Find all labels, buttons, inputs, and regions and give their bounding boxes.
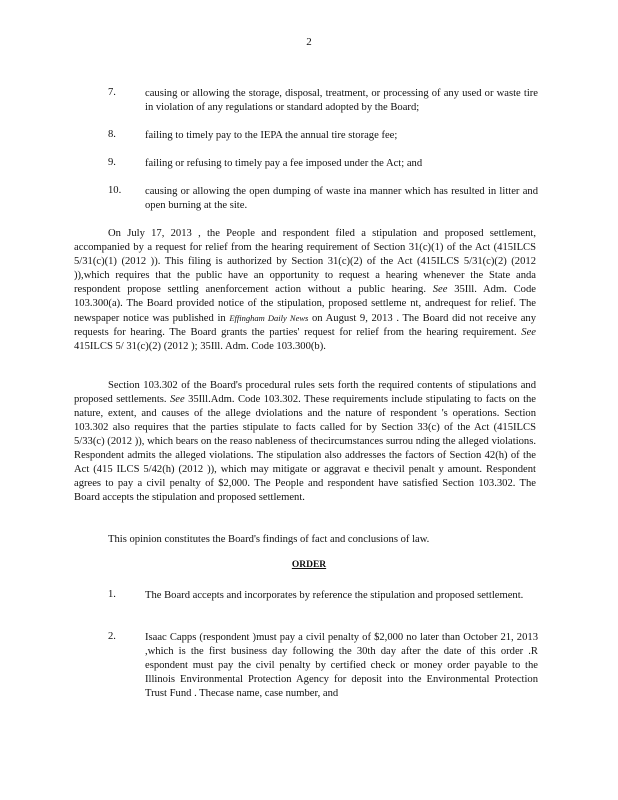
list-item-number: 9. [108, 157, 116, 168]
list-item-text: causing or allowing the storage, disposal, treatment, or processing of any used or waste tire in violation of any regulations or standard adopted by the Board; [145, 88, 538, 113]
list-item-9 [108, 157, 538, 171]
para1-text-d: 415ILCS 5/ 31(c)(2) (2012 ); 35Ill. Adm. Code 103.300(b). [74, 341, 326, 352]
see-signal: See [169, 394, 185, 405]
list-item-number: 7. [108, 87, 116, 98]
list-item-text: causing or allowing the open dumping of waste ina manner which has resulted in litter and open burning at the site. [145, 186, 538, 211]
list-item-text: failing to timely pay to the IEPA the annual tire storage fee; [145, 130, 398, 141]
order-item-1 [108, 589, 538, 603]
para1-text-c: on August 9, 2013 . The Board did not receive any requests for hearing. The Board grants the parties' request for relief from the hearing requirement. [74, 313, 537, 338]
list-item-8 [108, 129, 538, 143]
paragraph-stipulation-filing [74, 227, 536, 354]
order-item-number: 1. [108, 589, 116, 600]
order-item-2 [108, 631, 538, 701]
list-item-number: 10. [108, 185, 122, 196]
order-item-text: Isaac Capps (respondent )must pay a civil penalty of $2,000 no later than October 21, 2013 ,which is the first business day following the 30th day after the date of this order .R espondent must pay the civil penalty by certified check or money order payable to the Illinois Environmental Protection Agency for deposit into the Environmental Protection Trust Fund . Thecase name, case number, and [145, 632, 538, 699]
list-item-text: failing or refusing to timely pay a fee imposed under the Act; and [145, 158, 423, 169]
see-signal: See [432, 284, 448, 295]
list-item-7 [108, 87, 538, 115]
newspaper-name: Effingham Daily News [229, 313, 309, 323]
paragraph-procedural-rules [74, 379, 536, 505]
para1-text-b: 35Ill. Adm. Code 103.300(a). The Board provided notice of the stipulation, proposed settleme nt, andrequest for relief. The newspaper notice was published in [74, 284, 536, 324]
page-number: 2 [306, 36, 312, 48]
order-heading: ORDER [291, 560, 327, 570]
list-item-number: 8. [108, 129, 116, 140]
list-item-10 [108, 185, 538, 213]
para2-text-a: Section 103.302 of the Board's procedural rules sets forth the required contents of stipulations and proposed settlements. [74, 380, 536, 405]
order-item-text: The Board accepts and incorporates by reference the stipulation and proposed settlement. [145, 590, 524, 601]
paragraph-opinion: This opinion constitutes the Board's findings of fact and conclusions of law. [108, 534, 430, 545]
para2-text-b: 35Ill.Adm. Code 103.302. These requirements include stipulating to facts on the nature, extent, and causes of the allege dviolations and the nature of respondent 's operations. Section 103.302 also requires that the parties stipulate to facts called for by Section 33(c) of the Act (415ILCS 5/33(c) (2012 )), which bears on the reaso nableness of thecircumstances surrou nding the alleged violations. Respondent admits the alleged violations. The stipulation also addresses the factors of Section 42(h) of the Act (415 ILCS 5/42(h) (2012 )), which may mitigate or aggravat e thecivil penalt y amount. Respondent agrees to pay a civil penalty of $2,000. The People and respondent have satisfied Section 103.302. The Board accepts the stipulation and proposed settlement. [74, 394, 537, 503]
see-signal: See [521, 327, 536, 338]
order-item-number: 2. [108, 631, 116, 642]
para1-text-a: On July 17, 2013 , the People and respondent filed a stipulation and proposed settlement, accompanied by a request for relief from the hearing requirement of Section 31(c)(1) of the Act (415ILCS 5/31(c)(1) (2012 )). This filing is authorized by Section 31(c)(2) of the Act (415ILCS 5/31(c)(2) (2012 )),which requires that the public have an opportunity to request a hearing whenever the State anda respondent propose settling anenforcement action without a public hearing. [74, 228, 536, 295]
